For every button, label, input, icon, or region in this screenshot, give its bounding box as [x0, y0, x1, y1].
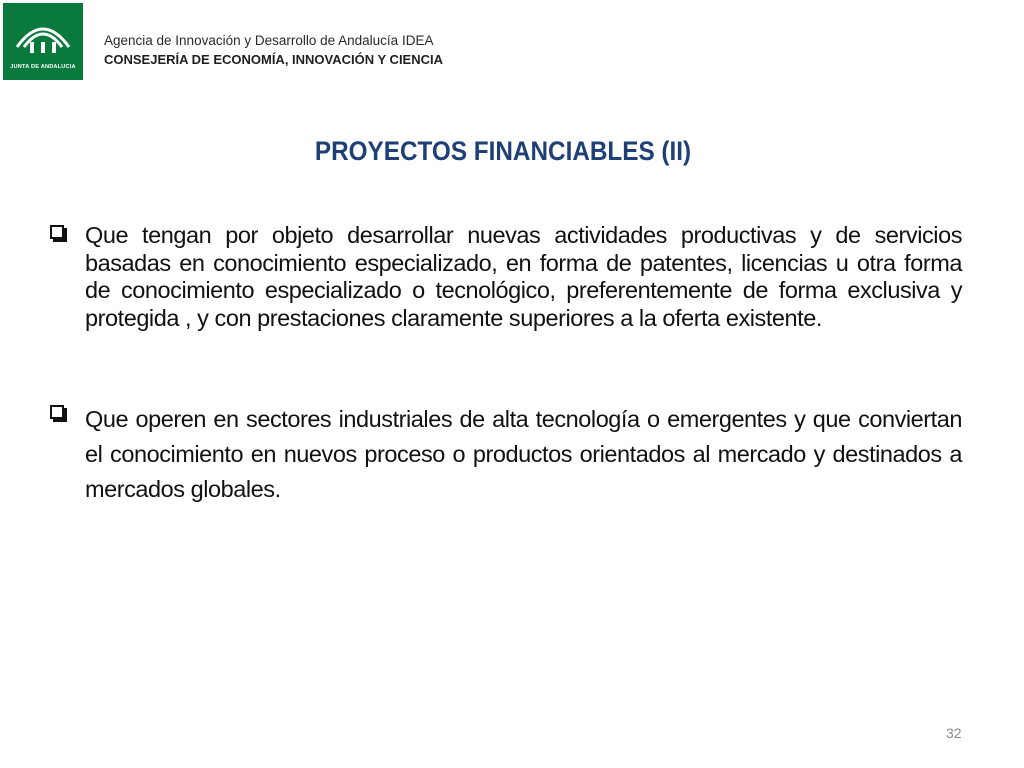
consejeria-name: CONSEJERÍA DE ECONOMÍA, INNOVACIÓN Y CIENCIA: [104, 52, 444, 67]
bullet-item: [50, 222, 962, 332]
junta-de-andalucia-logo: [3, 3, 83, 80]
bullet-text: Que operen en sectores industriales de alta tecnología o emergentes y que conviertan el conocimiento en nuevos proceso o productos orientados al mercado y destinados a mercados globales.: [85, 406, 962, 502]
bullet-item: [50, 402, 962, 507]
checkbox-icon: [50, 405, 64, 419]
bullet-text: Que tengan por objeto desarrollar nuevas actividades productivas y de servicios basadas en conocimiento especializado, en forma de patentes, licencias u otra forma de conocimiento especializado o tecnológico, preferentemente de forma exclusiva y protegida , y con prestaciones claramente superiores a la oferta existente.: [85, 222, 962, 331]
logo-label: JUNTA DE ANDALUCIA: [10, 64, 76, 70]
agency-name: Agencia de Innovación y Desarrollo de Andalucía IDEA: [104, 33, 434, 48]
checkbox-icon: [50, 225, 64, 239]
slide-title: PROYECTOS FINANCIABLES (II): [314, 136, 692, 166]
page-number: 32: [946, 725, 962, 741]
